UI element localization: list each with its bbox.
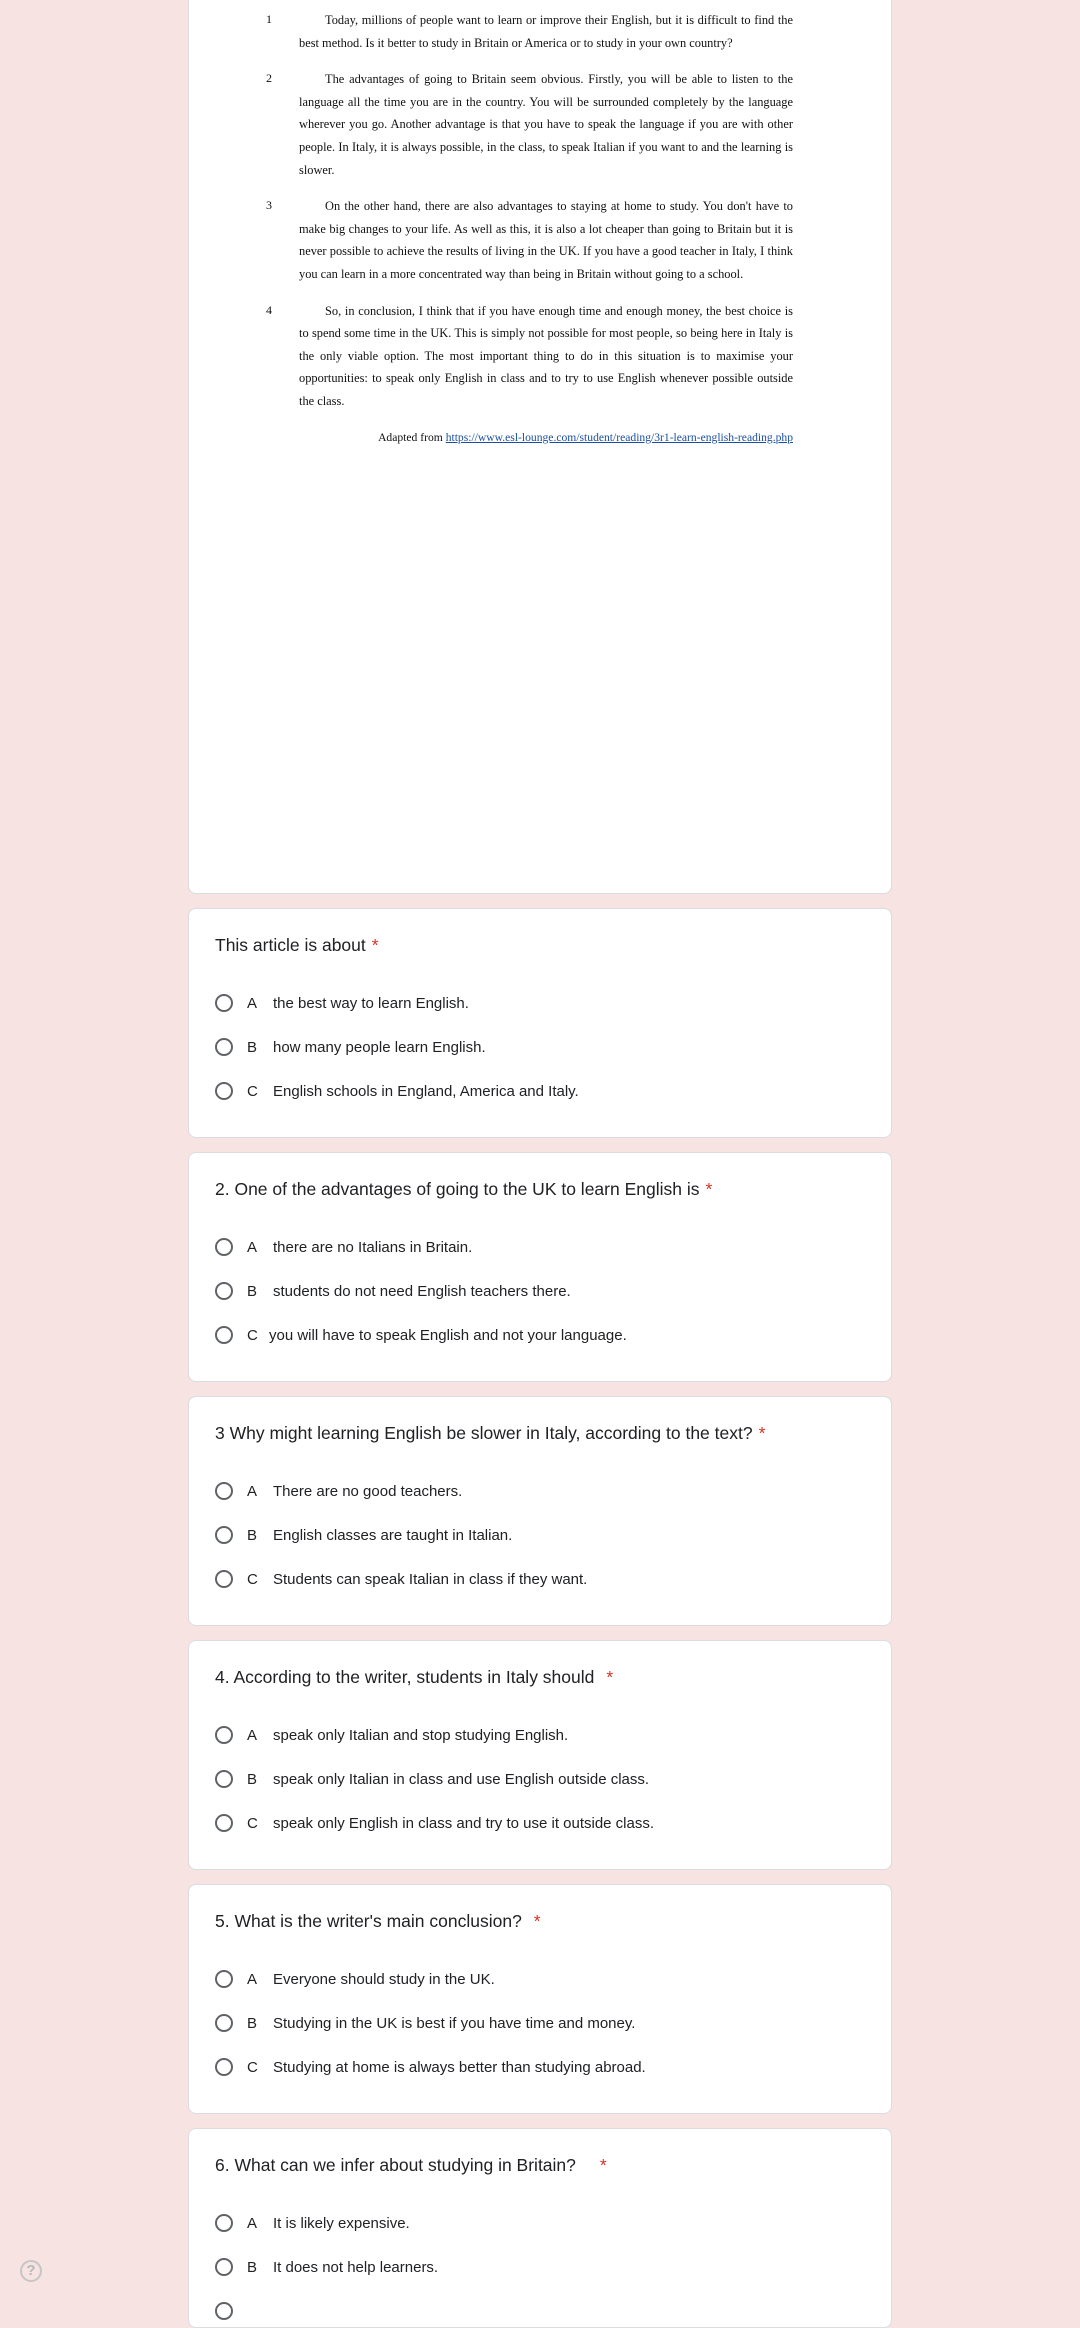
paragraph-text: So, in conclusion, I think that if you have enough time and enough money, the best choice is to spend some time in the UK. This is simply not possible for most people, so being here in Italy is the only viable option. The most important thing to do in this situation is to maximise your opportunities: to speak only English in class and to try to use English whenever possible outside the class. <box>299 303 793 408</box>
option-c[interactable]: C Studying at home is always better than studying abroad. <box>215 2052 646 2082</box>
required-asterisk: * <box>533 1911 541 1931</box>
required-asterisk: * <box>758 1423 766 1443</box>
required-asterisk: * <box>606 1667 614 1687</box>
radio-button-icon[interactable] <box>215 1482 233 1500</box>
paragraph-text: On the other hand, there are also advantages to staying at home to study. You don't have to make big changes to your life. As well as this, it is also a lot cheaper than going to Britain but it is never possible to achieve the results of living in the UK. If you have a good teacher in Italy, I think you can learn in a more concentrated way than being in Britain without going to a school. <box>299 199 793 281</box>
option-b[interactable]: B English classes are taught in Italian. <box>215 1520 512 1550</box>
question-card-6 <box>188 2128 892 2328</box>
option-c[interactable]: C you will have to speak English and not your language. <box>215 1320 627 1350</box>
option-c[interactable]: C Students can speak Italian in class if they want. <box>215 1564 587 1594</box>
reading-passage-card <box>188 0 892 894</box>
option-b[interactable]: B speak only Italian in class and use English outside class. <box>215 1764 649 1794</box>
option-c[interactable]: C speak only English in class and try to use it outside class. <box>215 1808 654 1838</box>
radio-button-icon[interactable] <box>215 994 233 1012</box>
radio-button-icon[interactable] <box>215 2014 233 2032</box>
option-a[interactable]: A There are no good teachers. <box>215 1476 462 1506</box>
option-a[interactable]: A Everyone should study in the UK. <box>215 1964 495 1994</box>
source-attribution <box>299 427 793 450</box>
radio-button-icon[interactable] <box>215 1814 233 1832</box>
radio-button-icon[interactable] <box>215 2214 233 2232</box>
paragraph-1 <box>266 9 793 54</box>
radio-button-icon[interactable] <box>215 2058 233 2076</box>
paragraph-number: 3 <box>266 198 272 213</box>
radio-button-icon[interactable] <box>215 1238 233 1256</box>
question-title: 2. One of the advantages of going to the UK to learn English is * <box>215 1179 713 1199</box>
option-c-partial[interactable] <box>215 2296 247 2326</box>
required-asterisk: * <box>599 2155 607 2175</box>
radio-button-icon[interactable] <box>215 1770 233 1788</box>
question-card-3 <box>188 1396 892 1626</box>
option-a[interactable]: A the best way to learn English. <box>215 988 469 1018</box>
radio-button-icon[interactable] <box>215 1282 233 1300</box>
question-card-4 <box>188 1640 892 1870</box>
paragraph-number: 1 <box>266 12 272 26</box>
option-a[interactable]: A speak only Italian and stop studying English. <box>215 1720 568 1750</box>
option-a[interactable]: A there are no Italians in Britain. <box>215 1232 472 1262</box>
required-asterisk: * <box>705 1179 713 1199</box>
reading-passage <box>266 9 793 449</box>
source-prefix: Adapted from <box>378 430 443 444</box>
paragraph-4 <box>266 300 793 413</box>
radio-button-icon[interactable] <box>215 1038 233 1056</box>
radio-button-icon[interactable] <box>215 1082 233 1100</box>
paragraph-2 <box>266 68 793 181</box>
radio-button-icon[interactable] <box>215 1526 233 1544</box>
paragraph-number: 2 <box>266 71 272 86</box>
option-a[interactable]: A It is likely expensive. <box>215 2208 410 2238</box>
radio-button-icon[interactable] <box>215 1570 233 1588</box>
radio-button-icon[interactable] <box>215 1726 233 1744</box>
option-b[interactable]: B It does not help learners. <box>215 2252 438 2282</box>
question-title: 6. What can we infer about studying in Britain? * <box>215 2155 607 2175</box>
question-title: 3 Why might learning English be slower in Italy, according to the text? * <box>215 1423 766 1443</box>
radio-button-icon[interactable] <box>215 1970 233 1988</box>
question-title: 5. What is the writer's main conclusion? * <box>215 1911 541 1931</box>
paragraph-number: 4 <box>266 302 272 317</box>
option-c[interactable]: C English schools in England, America and Italy. <box>215 1076 579 1106</box>
radio-button-icon[interactable] <box>215 2258 233 2276</box>
source-link[interactable]: https://www.esl-lounge.com/student/reading/3r1-learn-english-reading.php <box>445 430 793 444</box>
paragraph-3 <box>266 195 793 285</box>
question-card-2 <box>188 1152 892 1382</box>
question-card-1 <box>188 908 892 1138</box>
option-b[interactable]: B students do not need English teachers there. <box>215 1276 571 1306</box>
question-title: This article is about * <box>215 935 379 955</box>
paragraph-text: Today, millions of people want to learn or improve their English, but it is difficult to find the best method. Is it better to study in Britain or America or to study in your own country? <box>299 13 793 50</box>
help-circle-icon[interactable]: ? <box>20 2260 42 2282</box>
paragraph-text: The advantages of going to Britain seem obvious. Firstly, you will be able to listen to the language all the time you are in the country. You will be surrounded completely by the language wherever you go. Another advantage is that you have to speak the language if you are with other people. In Italy, it is always possible, in the class, to speak Italian if you want to and the learning is slower. <box>299 72 793 177</box>
question-card-5 <box>188 1884 892 2114</box>
radio-button-icon[interactable] <box>215 1326 233 1344</box>
required-asterisk: * <box>371 935 379 955</box>
option-b[interactable]: B Studying in the UK is best if you have time and money. <box>215 2008 635 2038</box>
question-title: 4. According to the writer, students in Italy should * <box>215 1667 614 1687</box>
option-b[interactable]: B how many people learn English. <box>215 1032 486 1062</box>
radio-button-icon[interactable] <box>215 2302 233 2320</box>
